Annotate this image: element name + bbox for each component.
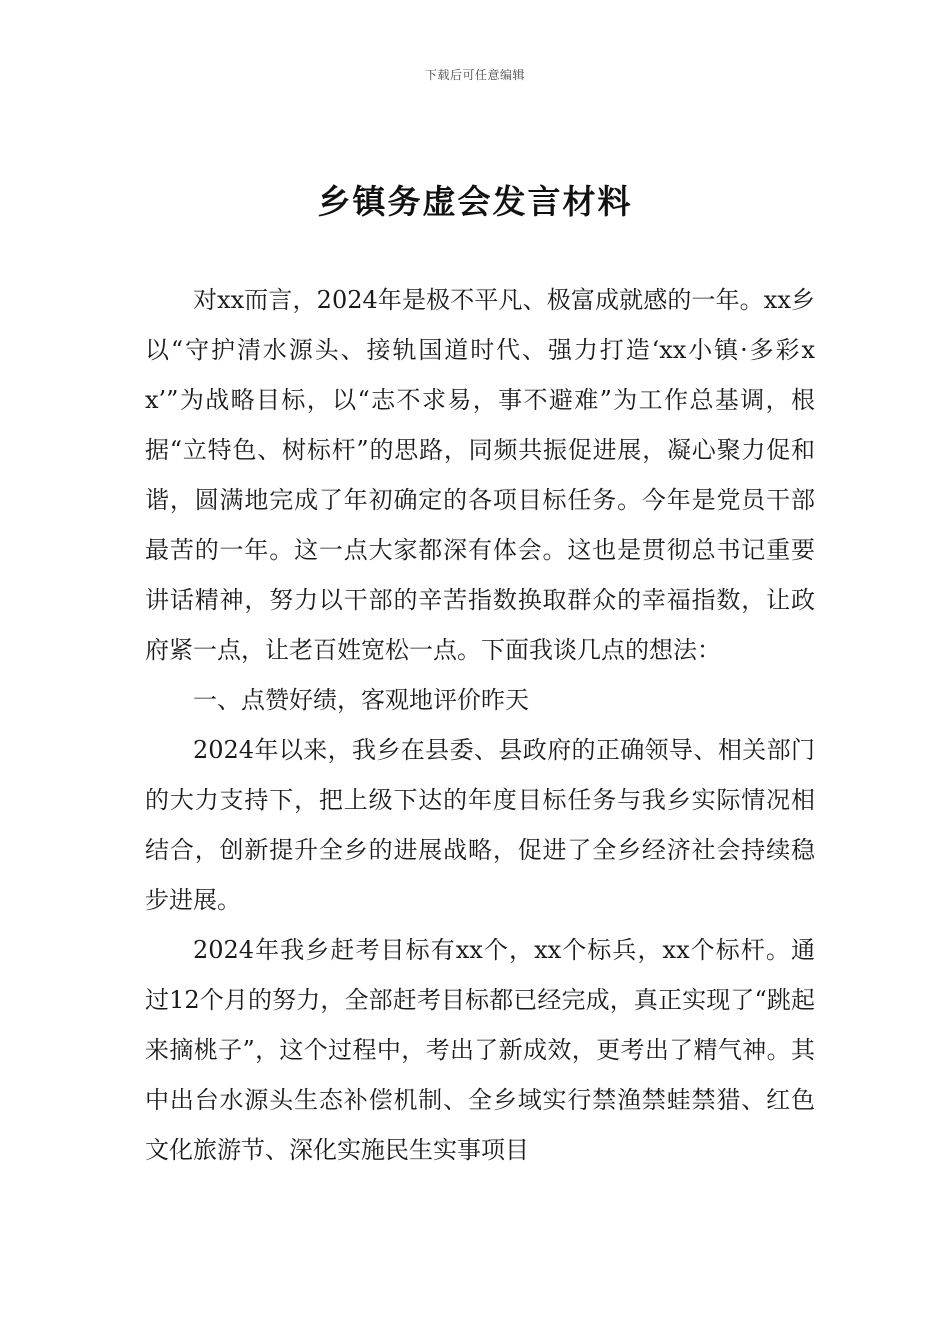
paragraph-2024-progress: 2024年以来，我乡在县委、县政府的正确领导、相关部门的大力支持下，把上级下达的年度目标任务与我乡实际情况相结合，创新提升全乡的进展战略，促进了全乡经济社会持续稳步进展。 (145, 736, 815, 914)
document-body (145, 275, 815, 1175)
paragraph-intro: 对xx而言，2024年是极不平凡、极富成就感的一年。xx乡以“守护清水源头、接轨国道时代、强力打造‘xx小镇·多彩xx’”为战略目标，以“志不求易，事不避难”为工作总基调，根据“立特色、树标杆”的思路，同频共振促进展，凝心聚力促和谐，圆满地完成了年初确定的各项目标任务。今年是党员干部最苦的一年。这一点大家都深有体会。这也是贯彻总书记重要讲话精神，努力以干部的辛苦指数换取群众的幸福指数，让政府紧一点，让老百姓宽松一点。下面我谈几点的想法： (145, 286, 815, 664)
document-title: 乡镇务虚会发言材料 (317, 182, 633, 221)
paragraph-2024-targets: 2024年我乡赶考目标有xx个，xx个标兵，xx个标杆。通过12个月的努力，全部赶考目标都已经完成，真正实现了“跳起来摘桃子”，这个过程中，考出了新成效，更考出了精气神。其中出台水源头生态补偿机制、全乡域实行禁渔禁蛙禁猎、红色文化旅游节、深化实施民生实事项目 (145, 936, 815, 1164)
section-heading-1: 一、点赞好绩，客观地评价昨天 (193, 686, 529, 714)
header-note: 下载后可任意编辑 (424, 68, 525, 82)
